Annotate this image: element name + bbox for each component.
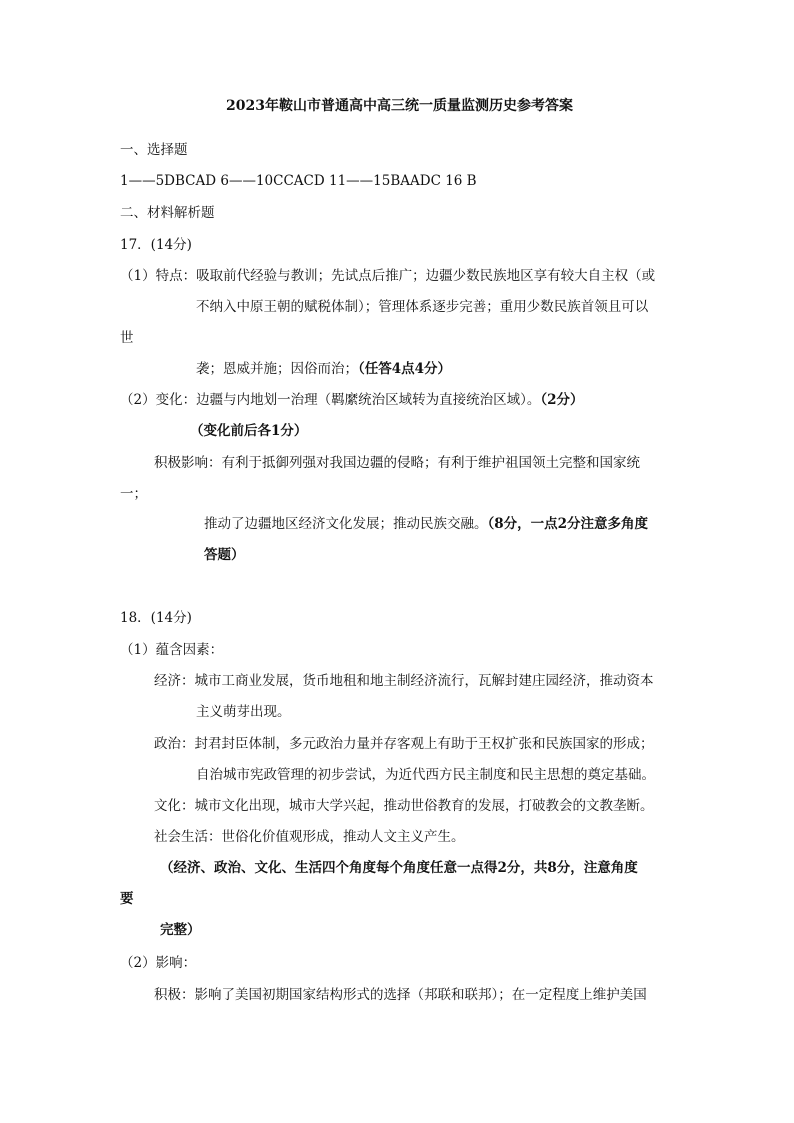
q17-positive-score: （8分，一点2分注意多角度 [487, 516, 649, 532]
q17-part2-text: （2）变化：边疆与内地划一治理（羁縻统治区域转为直接统治区域）。 [120, 392, 541, 408]
q18-scoring-note-line1: （经济、政治、文化、生活四个角度每个角度任意一点得2分，共8分，注意角度 [160, 860, 638, 876]
q17-part1-score: （任答4点4分） [358, 361, 452, 377]
q18-scoring-note-line3: 完整） [160, 922, 201, 938]
q17-part1-text: 袭；恩威并施；因俗而治； [196, 361, 358, 377]
q17-part1-line4 [196, 359, 451, 379]
q17-part1-line3: 世 [120, 330, 134, 346]
q18-economy-line2: 主义萌芽出现。 [196, 704, 291, 720]
q17-positive-line1: 积极影响：有利于抵御列强对我国边疆的侵略；有利于维护祖国领土完整和国家统 [154, 455, 640, 471]
q17-positive-line2: 一； [120, 486, 147, 502]
q18-scoring-note-line2: 要 [120, 891, 134, 907]
section-material-analysis: 二、材料解析题 [120, 205, 215, 221]
q18-culture: 文化：城市文化出现，城市大学兴起，推动世俗教育的发展，打破教会的文教垄断。 [154, 798, 654, 814]
section-multiple-choice: 一、选择题 [120, 142, 188, 158]
q17-part1-line2: 不纳入中原王朝的赋税体制）；管理体系逐步完善；重用少数民族首领且可以 [196, 299, 649, 315]
q18-economy-line1: 经济：城市工商业发展，货币地租和地主制经济流行，瓦解封建庄园经济，推动资本 [154, 673, 654, 689]
choice-answers: 1——5DBCAD 6——10CCACD 11——15BAADC 16 B [120, 173, 477, 189]
q18-politics-line2: 自治城市宪政管理的初步尝试，为近代西方民主制度和民主思想的奠定基础。 [196, 767, 655, 783]
q18-header: 18．(14分) [120, 610, 192, 626]
q17-positive-line3 [204, 514, 648, 534]
q17-header: 17．(14分) [120, 237, 192, 253]
q17-part2-score: （2分） [540, 392, 584, 408]
q18-politics-line1: 政治：封君封臣体制，多元政治力量并存客观上有助于王权扩张和民族国家的形成； [154, 736, 654, 752]
q17-part2-note: （变化前后各1分） [190, 423, 308, 439]
q18-part1: （1）蕴含因素： [120, 642, 224, 658]
q17-positive-text: 推动了边疆地区经济文化发展；推动民族交融。 [204, 516, 488, 532]
document-title: 2023年鞍山市普通高中高三统一质量监测历史参考答案 [226, 98, 573, 114]
q17-part1-line1: （1）特点：吸取前代经验与教训；先试点后推广；边疆少数民族地区享有较大自主权（或 [120, 268, 656, 284]
q18-society: 社会生活：世俗化价值观形成，推动人文主义产生。 [154, 829, 465, 845]
q17-part2-line1 [120, 390, 584, 410]
q17-positive-score-cont: 答题） [204, 547, 245, 563]
q18-positive-impact: 积极：影响了美国初期国家结构形式的选择（邦联和联邦）；在一定程度上维护美国 [154, 987, 647, 1003]
q18-part2: （2）影响： [120, 955, 197, 971]
